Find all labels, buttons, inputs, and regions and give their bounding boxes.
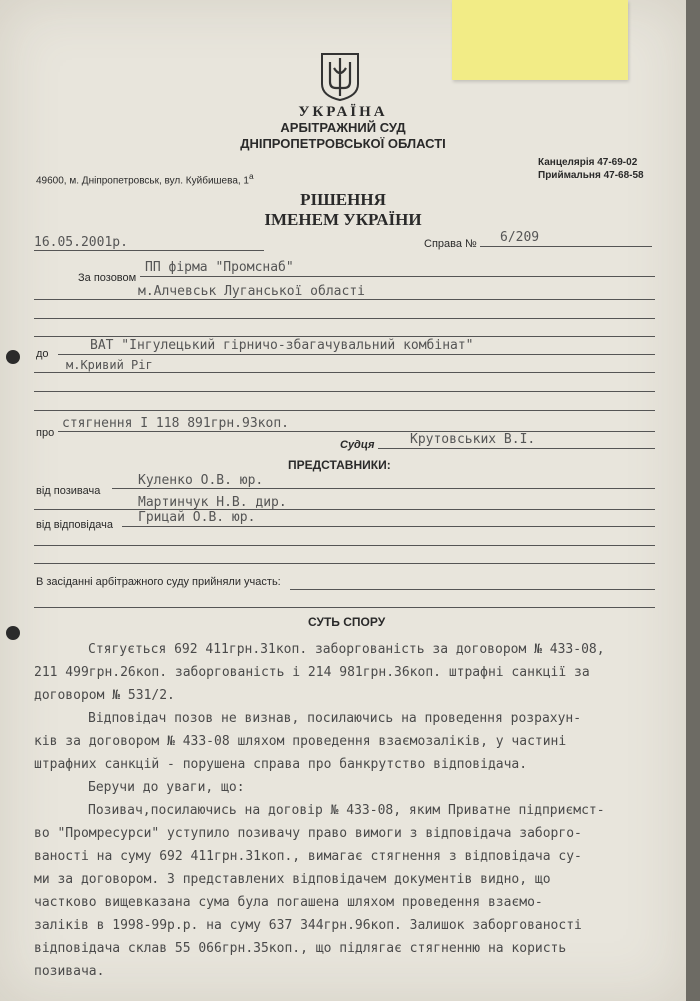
document-title: РІШЕННЯ — [300, 190, 386, 209]
phone-office: Канцелярія 47-69-02 — [538, 157, 638, 168]
judge-name: Крутовських В.І. — [410, 432, 536, 447]
dispute-line-14: відповідача склав 55 066грн.35коп., що підлягає стягненню на користь — [34, 941, 567, 956]
dispute-line-8: Позивач,посилаючись на договір № 433-08, яким Приватне підприємст- — [88, 803, 605, 818]
dispute-line-10: ваності на суму 692 411грн.31коп., вимагає стягнення з відповідача су- — [34, 849, 582, 864]
case-number-label: Справа № — [424, 238, 477, 250]
dispute-line-5: ків за договором № 433-08 шляхом проведення взаємозаліків, у частині — [34, 734, 567, 749]
country-heading: УКРАЇНА — [298, 104, 388, 120]
dispute-line-7: Беручи до уваги, що: — [88, 780, 245, 795]
judge-label: Судця — [340, 439, 375, 451]
defendant-rep-label: від відповідача — [36, 519, 113, 531]
court-name-line2: ДНІПРОПЕТРОВСЬКОЇ ОБЛАСТІ — [240, 136, 446, 151]
plaintiff-rep-2: Мартинчук Н.В. дир. — [138, 495, 287, 510]
dispute-line-6: штрафних санкцій - порушена справа про банкрутство відповідача. — [34, 757, 528, 772]
dispute-line-12: частково вищевказана сума була погашена шляхом проведення взаємо- — [34, 895, 543, 910]
plaintiff-rep-label: від позивача — [36, 485, 101, 497]
dispute-line-4: Відповідач позов не визнав, посилаючись на проведення розрахун- — [88, 711, 582, 726]
dispute-line-13: заліків в 1998-99р.р. на суму 637 344грн.96коп. Залишок заборгованості — [34, 918, 582, 933]
participants-label: В засіданні арбітражного суду прийняли участь: — [36, 576, 281, 588]
case-number: 6/209 — [500, 230, 540, 245]
plaintiff-city: м.Алчевськ Луганської області — [138, 284, 365, 299]
subject-label: про — [36, 427, 55, 439]
dispute-line-11: ми за договором. З представлених відповідачем документів видно, що — [34, 872, 551, 887]
court-address: 49600, м. Дніпропетровськ, вул. Куйбишева, $1^а$ — [36, 171, 254, 187]
representatives-heading: ПРЕДСТАВНИКИ: — [288, 458, 391, 472]
dispute-line-3: договором № 531/2. — [34, 688, 175, 703]
trident-emblem-icon — [318, 52, 362, 102]
phone-reception: Приймальня 47-68-58 — [538, 170, 644, 181]
sticky-note — [452, 0, 628, 80]
desk-edge — [686, 0, 700, 1001]
plaintiff-name: ПП фірма "Промснаб" — [145, 260, 294, 275]
document-subtitle: ІМЕНЕМ УКРАЇНИ — [264, 210, 422, 229]
defendant-city: м.Кривий Ріг — [66, 358, 153, 372]
defendant-rep: Грицай О.В. юр. — [138, 510, 256, 525]
punch-hole-top — [6, 350, 20, 364]
dispute-line-9: во "Промресурси" уступило позивачу право вимоги з відповідача заборго- — [34, 826, 582, 841]
dispute-line-15: позивача. — [34, 964, 105, 979]
dispute-line-1: Стягується 692 411грн.31коп. заборгованість за договором № 433-08, — [88, 642, 605, 657]
claim-subject: стягнення І 118 891грн.93коп. — [62, 416, 289, 431]
dispute-heading: СУТЬ СПОРУ — [308, 615, 386, 629]
decision-date: 16.05.2001р. — [34, 235, 128, 250]
plaintiff-rep-1: Куленко О.В. юр. — [138, 473, 264, 488]
dispute-line-2: 211 499грн.26коп. заборгованість і 214 981грн.36коп. штрафні санкції за — [34, 665, 590, 680]
defendant-label: до — [36, 348, 49, 360]
defendant-name: ВАТ "Інгулецький гірничо-збагачувальний комбінат" — [90, 338, 474, 353]
punch-hole-bottom — [6, 626, 20, 640]
court-name-line1: АРБІТРАЖНИЙ СУД — [280, 120, 406, 135]
plaintiff-label: За позовом — [78, 272, 137, 284]
